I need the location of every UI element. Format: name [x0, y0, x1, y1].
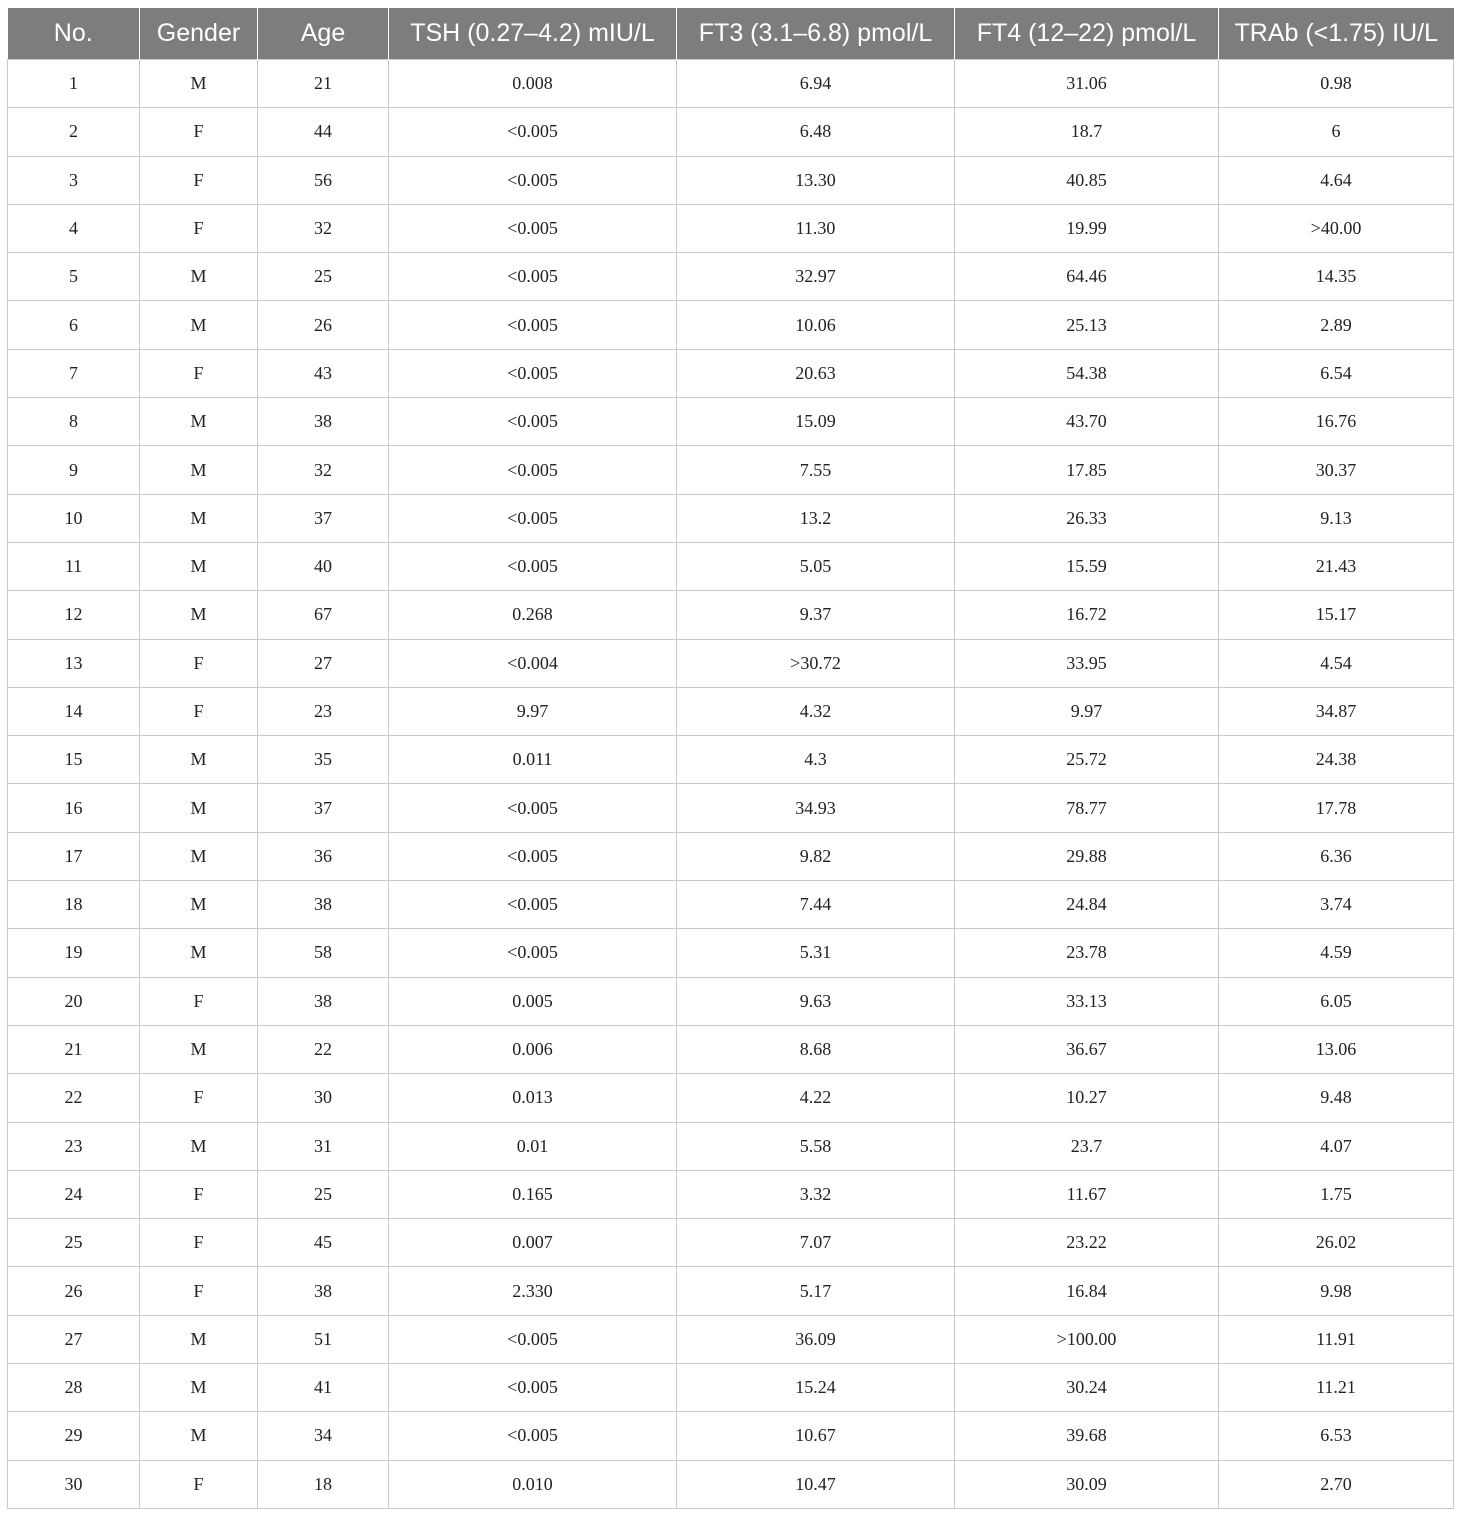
table-cell-number: 2 [8, 108, 140, 156]
table-row [8, 1122, 1454, 1170]
table-cell-number: 27 [8, 1315, 140, 1363]
table-cell-number: 24 [8, 1170, 140, 1218]
table-cell-gender: M [140, 929, 258, 977]
table-cell-ft4: 25.13 [955, 301, 1219, 349]
table-cell-trab: 34.87 [1219, 687, 1454, 735]
table-cell-trab: 4.64 [1219, 156, 1454, 204]
table-cell-trab: 4.54 [1219, 639, 1454, 687]
table-cell-tsh: <0.005 [389, 253, 677, 301]
table-cell-gender: M [140, 591, 258, 639]
table-cell-trab: 3.74 [1219, 881, 1454, 929]
table-cell-ft4: 54.38 [955, 349, 1219, 397]
table-cell-ft3: 10.67 [677, 1412, 955, 1460]
column-header-ft4: FT4 (12–22) pmol/L [955, 8, 1219, 60]
table-row [8, 736, 1454, 784]
table-cell-number: 7 [8, 349, 140, 397]
table-cell-age: 56 [258, 156, 389, 204]
table-cell-trab: 24.38 [1219, 736, 1454, 784]
table-row [8, 832, 1454, 880]
table-cell-trab: 16.76 [1219, 398, 1454, 446]
table-cell-ft3: 6.48 [677, 108, 955, 156]
table-cell-age: 40 [258, 542, 389, 590]
table-cell-trab: 26.02 [1219, 1219, 1454, 1267]
table-cell-gender: F [140, 1267, 258, 1315]
table-cell-trab: 11.21 [1219, 1364, 1454, 1412]
table-cell-age: 34 [258, 1412, 389, 1460]
table-cell-number: 5 [8, 253, 140, 301]
table-cell-gender: M [140, 784, 258, 832]
table-cell-gender: F [140, 977, 258, 1025]
table-cell-number: 17 [8, 832, 140, 880]
table-cell-ft3: 4.3 [677, 736, 955, 784]
table-row [8, 1412, 1454, 1460]
table-row [8, 1460, 1454, 1508]
table-cell-ft4: 30.24 [955, 1364, 1219, 1412]
table-cell-ft3: 15.24 [677, 1364, 955, 1412]
table-cell-trab: 6.05 [1219, 977, 1454, 1025]
table-cell-gender: M [140, 881, 258, 929]
table-cell-trab: 14.35 [1219, 253, 1454, 301]
table-cell-gender: M [140, 301, 258, 349]
table-cell-tsh: <0.005 [389, 1412, 677, 1460]
table-cell-ft4: 18.7 [955, 108, 1219, 156]
thyroid-data-table [7, 8, 1454, 1509]
table-cell-gender: F [140, 204, 258, 252]
table-row [8, 639, 1454, 687]
table-row [8, 1219, 1454, 1267]
table-row [8, 301, 1454, 349]
table-cell-tsh: 0.007 [389, 1219, 677, 1267]
table-cell-tsh: 0.165 [389, 1170, 677, 1218]
table-cell-gender: M [140, 1364, 258, 1412]
table-cell-age: 25 [258, 253, 389, 301]
table-cell-age: 44 [258, 108, 389, 156]
table-cell-gender: M [140, 736, 258, 784]
table-cell-ft3: 5.17 [677, 1267, 955, 1315]
table-row [8, 446, 1454, 494]
table-cell-number: 23 [8, 1122, 140, 1170]
table-cell-ft3: 13.2 [677, 494, 955, 542]
table-cell-tsh: <0.005 [389, 832, 677, 880]
table-cell-age: 41 [258, 1364, 389, 1412]
table-cell-gender: M [140, 832, 258, 880]
table-cell-tsh: <0.005 [389, 494, 677, 542]
table-cell-gender: M [140, 60, 258, 108]
table-cell-ft3: 3.32 [677, 1170, 955, 1218]
table-cell-gender: F [140, 108, 258, 156]
table-cell-ft3: 9.82 [677, 832, 955, 880]
table-cell-trab: 6 [1219, 108, 1454, 156]
table-cell-ft4: 11.67 [955, 1170, 1219, 1218]
table-row [8, 1025, 1454, 1073]
table-cell-tsh: 0.008 [389, 60, 677, 108]
table-cell-gender: M [140, 1122, 258, 1170]
column-header-ft3: FT3 (3.1–6.8) pmol/L [677, 8, 955, 60]
table-cell-ft4: 23.78 [955, 929, 1219, 977]
table-cell-ft3: 11.30 [677, 204, 955, 252]
table-cell-trab: 4.07 [1219, 1122, 1454, 1170]
table-cell-ft4: >100.00 [955, 1315, 1219, 1363]
table-cell-trab: 6.36 [1219, 832, 1454, 880]
table-cell-ft4: 24.84 [955, 881, 1219, 929]
table-cell-number: 3 [8, 156, 140, 204]
table-cell-gender: F [140, 1460, 258, 1508]
column-header-gender: Gender [140, 8, 258, 60]
table-row [8, 784, 1454, 832]
table-cell-gender: F [140, 1074, 258, 1122]
table-row [8, 1315, 1454, 1363]
table-cell-ft4: 16.72 [955, 591, 1219, 639]
table-cell-ft3: 5.31 [677, 929, 955, 977]
table-cell-number: 20 [8, 977, 140, 1025]
table-cell-age: 31 [258, 1122, 389, 1170]
table-cell-number: 26 [8, 1267, 140, 1315]
table-cell-trab: 30.37 [1219, 446, 1454, 494]
table-cell-trab: 9.98 [1219, 1267, 1454, 1315]
column-header-tsh: TSH (0.27–4.2) mIU/L [389, 8, 677, 60]
table-cell-tsh: 2.330 [389, 1267, 677, 1315]
table-cell-age: 22 [258, 1025, 389, 1073]
table-cell-ft3: 9.63 [677, 977, 955, 1025]
table-cell-gender: M [140, 1412, 258, 1460]
table-cell-gender: M [140, 1315, 258, 1363]
table-row [8, 542, 1454, 590]
table-cell-ft4: 78.77 [955, 784, 1219, 832]
table-cell-number: 28 [8, 1364, 140, 1412]
table-cell-ft3: 10.06 [677, 301, 955, 349]
table-cell-age: 58 [258, 929, 389, 977]
table-cell-ft4: 29.88 [955, 832, 1219, 880]
table-cell-tsh: <0.005 [389, 108, 677, 156]
table-cell-trab: 9.13 [1219, 494, 1454, 542]
table-cell-trab: 6.54 [1219, 349, 1454, 397]
table-cell-number: 22 [8, 1074, 140, 1122]
table-cell-tsh: 0.010 [389, 1460, 677, 1508]
table-cell-ft4: 33.13 [955, 977, 1219, 1025]
table-cell-age: 27 [258, 639, 389, 687]
table-cell-trab: 11.91 [1219, 1315, 1454, 1363]
table-cell-age: 45 [258, 1219, 389, 1267]
table-cell-trab: 21.43 [1219, 542, 1454, 590]
table-cell-gender: F [140, 1170, 258, 1218]
table-cell-number: 15 [8, 736, 140, 784]
table-cell-tsh: 9.97 [389, 687, 677, 735]
table-cell-ft4: 36.67 [955, 1025, 1219, 1073]
column-header-number: No. [8, 8, 140, 60]
column-header-trab: TRAb (<1.75) IU/L [1219, 8, 1454, 60]
table-cell-ft4: 16.84 [955, 1267, 1219, 1315]
table-cell-gender: F [140, 156, 258, 204]
table-cell-gender: F [140, 687, 258, 735]
table-row [8, 1170, 1454, 1218]
table-row [8, 253, 1454, 301]
table-cell-ft3: 20.63 [677, 349, 955, 397]
table-cell-number: 12 [8, 591, 140, 639]
table-cell-ft4: 31.06 [955, 60, 1219, 108]
table-row [8, 591, 1454, 639]
table-cell-age: 67 [258, 591, 389, 639]
table-cell-ft3: >30.72 [677, 639, 955, 687]
table-cell-age: 35 [258, 736, 389, 784]
table-cell-tsh: <0.005 [389, 881, 677, 929]
table-cell-ft3: 34.93 [677, 784, 955, 832]
table-cell-gender: M [140, 494, 258, 542]
table-cell-ft3: 6.94 [677, 60, 955, 108]
table-cell-ft4: 64.46 [955, 253, 1219, 301]
table-cell-trab: 1.75 [1219, 1170, 1454, 1218]
table-row [8, 494, 1454, 542]
table-cell-age: 36 [258, 832, 389, 880]
table-cell-number: 21 [8, 1025, 140, 1073]
table-cell-ft4: 23.7 [955, 1122, 1219, 1170]
table-cell-ft4: 43.70 [955, 398, 1219, 446]
table-cell-tsh: <0.005 [389, 1364, 677, 1412]
table-row [8, 977, 1454, 1025]
table-cell-age: 26 [258, 301, 389, 349]
table-cell-tsh: <0.005 [389, 156, 677, 204]
table-cell-gender: M [140, 542, 258, 590]
table-cell-gender: M [140, 446, 258, 494]
table-cell-ft4: 15.59 [955, 542, 1219, 590]
table-cell-ft4: 26.33 [955, 494, 1219, 542]
table-cell-gender: M [140, 253, 258, 301]
table-cell-number: 9 [8, 446, 140, 494]
table-cell-ft3: 7.07 [677, 1219, 955, 1267]
table-cell-tsh: 0.013 [389, 1074, 677, 1122]
table-cell-number: 16 [8, 784, 140, 832]
table-body [8, 60, 1454, 1509]
table-row [8, 156, 1454, 204]
table-cell-number: 25 [8, 1219, 140, 1267]
table-cell-ft3: 4.22 [677, 1074, 955, 1122]
table-cell-trab: 15.17 [1219, 591, 1454, 639]
table-cell-ft3: 10.47 [677, 1460, 955, 1508]
table-cell-number: 11 [8, 542, 140, 590]
table-cell-tsh: <0.005 [389, 784, 677, 832]
table-cell-number: 6 [8, 301, 140, 349]
table-cell-ft4: 39.68 [955, 1412, 1219, 1460]
table-cell-trab: 13.06 [1219, 1025, 1454, 1073]
table-cell-age: 38 [258, 398, 389, 446]
table-cell-gender: F [140, 639, 258, 687]
table-cell-gender: M [140, 1025, 258, 1073]
table-cell-trab: 2.89 [1219, 301, 1454, 349]
table-cell-number: 18 [8, 881, 140, 929]
table-cell-ft4: 19.99 [955, 204, 1219, 252]
table-cell-age: 38 [258, 977, 389, 1025]
table-cell-ft4: 25.72 [955, 736, 1219, 784]
table-cell-trab: 17.78 [1219, 784, 1454, 832]
table-row [8, 1074, 1454, 1122]
table-cell-tsh: 0.006 [389, 1025, 677, 1073]
table-cell-ft3: 36.09 [677, 1315, 955, 1363]
table-cell-age: 43 [258, 349, 389, 397]
table-cell-trab: >40.00 [1219, 204, 1454, 252]
table-cell-tsh: <0.004 [389, 639, 677, 687]
table-cell-number: 13 [8, 639, 140, 687]
table-cell-trab: 9.48 [1219, 1074, 1454, 1122]
table-cell-age: 32 [258, 446, 389, 494]
table-cell-ft3: 32.97 [677, 253, 955, 301]
table-row [8, 349, 1454, 397]
table-cell-gender: M [140, 398, 258, 446]
table-cell-gender: F [140, 1219, 258, 1267]
table-cell-ft3: 15.09 [677, 398, 955, 446]
table-cell-number: 19 [8, 929, 140, 977]
table-header-row [8, 8, 1454, 60]
table-cell-tsh: <0.005 [389, 349, 677, 397]
table-cell-age: 38 [258, 881, 389, 929]
table-cell-tsh: 0.01 [389, 1122, 677, 1170]
table-cell-tsh: <0.005 [389, 929, 677, 977]
table-cell-tsh: 0.005 [389, 977, 677, 1025]
table-cell-ft4: 33.95 [955, 639, 1219, 687]
table-cell-tsh: <0.005 [389, 1315, 677, 1363]
table-cell-age: 21 [258, 60, 389, 108]
table-row [8, 398, 1454, 446]
table-row [8, 1364, 1454, 1412]
table-cell-tsh: <0.005 [389, 446, 677, 494]
table-cell-ft4: 30.09 [955, 1460, 1219, 1508]
table-cell-number: 30 [8, 1460, 140, 1508]
table-cell-number: 10 [8, 494, 140, 542]
table-row [8, 929, 1454, 977]
table-cell-tsh: 0.011 [389, 736, 677, 784]
table-cell-tsh: <0.005 [389, 542, 677, 590]
table-cell-ft4: 40.85 [955, 156, 1219, 204]
table-cell-ft3: 5.05 [677, 542, 955, 590]
table-cell-tsh: <0.005 [389, 301, 677, 349]
table-cell-age: 51 [258, 1315, 389, 1363]
table-cell-number: 14 [8, 687, 140, 735]
table-cell-tsh: <0.005 [389, 204, 677, 252]
table-cell-ft4: 9.97 [955, 687, 1219, 735]
table-row [8, 60, 1454, 108]
table-cell-number: 8 [8, 398, 140, 446]
table-cell-trab: 2.70 [1219, 1460, 1454, 1508]
table-cell-ft3: 5.58 [677, 1122, 955, 1170]
table-cell-trab: 4.59 [1219, 929, 1454, 977]
table-cell-ft4: 17.85 [955, 446, 1219, 494]
table-cell-trab: 0.98 [1219, 60, 1454, 108]
table-cell-age: 37 [258, 494, 389, 542]
table-cell-ft3: 7.55 [677, 446, 955, 494]
table-cell-ft3: 8.68 [677, 1025, 955, 1073]
table-cell-number: 4 [8, 204, 140, 252]
table-cell-age: 37 [258, 784, 389, 832]
table-cell-tsh: <0.005 [389, 398, 677, 446]
table-row [8, 687, 1454, 735]
table-row [8, 204, 1454, 252]
table-cell-ft4: 10.27 [955, 1074, 1219, 1122]
table-cell-gender: F [140, 349, 258, 397]
table-cell-age: 18 [258, 1460, 389, 1508]
table-cell-age: 25 [258, 1170, 389, 1218]
table-row [8, 108, 1454, 156]
table-cell-number: 1 [8, 60, 140, 108]
column-header-age: Age [258, 8, 389, 60]
table-cell-ft3: 13.30 [677, 156, 955, 204]
table-cell-age: 30 [258, 1074, 389, 1122]
table-cell-ft4: 23.22 [955, 1219, 1219, 1267]
table-cell-number: 29 [8, 1412, 140, 1460]
table-cell-age: 32 [258, 204, 389, 252]
table-cell-ft3: 4.32 [677, 687, 955, 735]
table-cell-tsh: 0.268 [389, 591, 677, 639]
table-cell-age: 38 [258, 1267, 389, 1315]
table-cell-ft3: 7.44 [677, 881, 955, 929]
table-cell-trab: 6.53 [1219, 1412, 1454, 1460]
table-row [8, 1267, 1454, 1315]
table-cell-age: 23 [258, 687, 389, 735]
table-row [8, 881, 1454, 929]
table-cell-ft3: 9.37 [677, 591, 955, 639]
